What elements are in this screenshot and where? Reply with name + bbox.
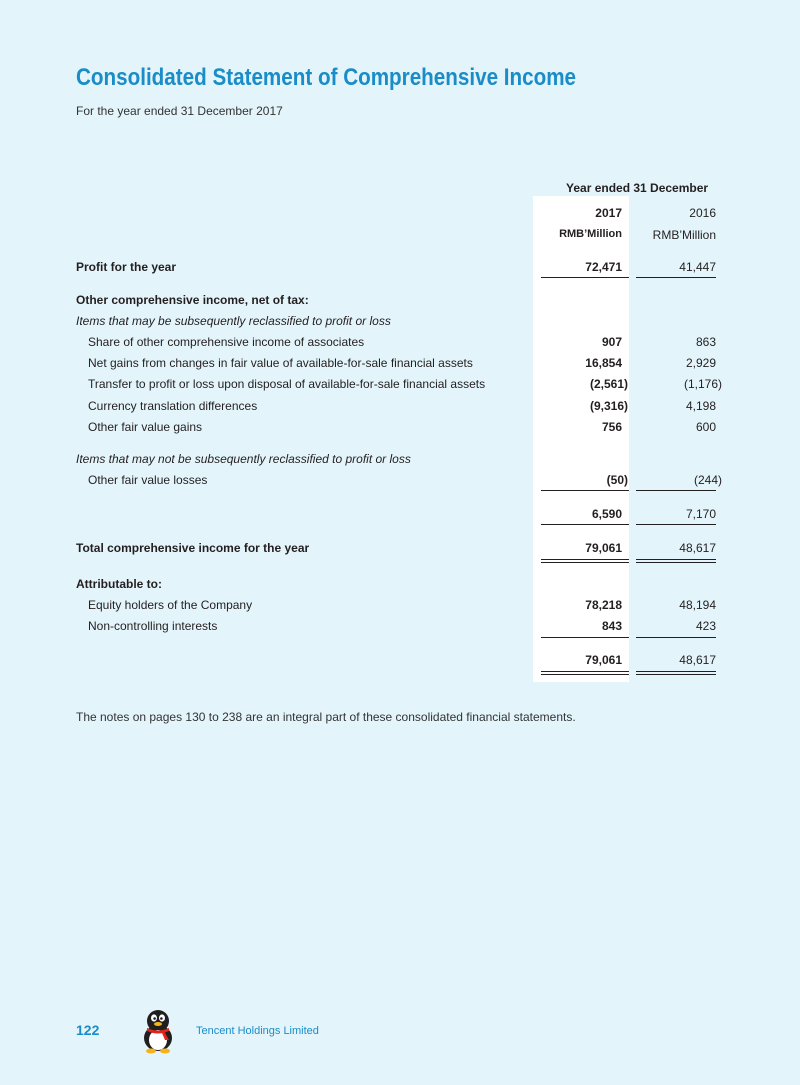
row-label-nci: Non-controlling interests — [88, 619, 218, 633]
value-2016-profit: 41,447 — [679, 260, 716, 274]
value-2016-equity-holders: 48,194 — [679, 598, 716, 612]
value-2017-associates: 907 — [601, 335, 622, 349]
rule-nci-2017 — [541, 637, 629, 638]
section-header-oci: Other comprehensive income, net of tax: — [76, 293, 309, 307]
value-2017-total: 79,061 — [585, 541, 622, 555]
rule-oci-subtotal-2016 — [636, 524, 716, 525]
rule-total-2017-a — [541, 559, 629, 560]
column-group-header: Year ended 31 December — [566, 181, 709, 195]
value-2017-equity-holders: 78,218 — [585, 598, 622, 612]
value-2017-fv-losses: (50) — [606, 473, 628, 487]
rule-oci-subtotal-2017 — [541, 524, 629, 525]
row-label-associates: Share of other comprehensive income of associates — [88, 335, 365, 349]
value-2017-profit: 72,471 — [585, 260, 622, 274]
footnote: The notes on pages 130 to 238 are an integral part of these consolidated financial statements. — [76, 710, 576, 724]
row-label-afs-gains: Net gains from changes in fair value of available-for-sale financial assets — [88, 356, 473, 370]
rule-nci-2016 — [636, 637, 716, 638]
value-2016-fv-gains: 600 — [695, 420, 716, 434]
section-header-not-reclassified: Items that may not be subsequently reclassified to profit or loss — [76, 452, 411, 466]
value-2017-fx: (9,316) — [589, 399, 628, 413]
page-subtitle: For the year ended 31 December 2017 — [76, 104, 283, 118]
rule-total-2016-b — [636, 562, 716, 563]
row-label-fv-losses: Other fair value losses — [88, 473, 208, 487]
unit-current-header: RMB’Million — [559, 228, 622, 240]
value-2016-associates: 863 — [695, 335, 716, 349]
rule-attrib-total-2016-a — [636, 671, 716, 672]
year-prior-header: 2016 — [689, 206, 716, 220]
section-header-attributable: Attributable to: — [76, 577, 162, 591]
value-2016-total: 48,617 — [679, 541, 716, 555]
rule-total-2017-b — [541, 562, 629, 563]
row-label-profit: Profit for the year — [76, 260, 177, 274]
value-2016-afs-gains: 2,929 — [685, 356, 716, 370]
row-label-fx: Currency translation differences — [88, 399, 258, 413]
value-2017-fv-gains: 756 — [601, 420, 622, 434]
rule-profit-2016 — [636, 277, 716, 278]
value-2016-fv-losses: (244) — [693, 473, 722, 487]
value-2016-fx: 4,198 — [685, 399, 716, 413]
row-label-equity-holders: Equity holders of the Company — [88, 598, 253, 612]
value-2016-afs-transfer: (1,176) — [683, 377, 722, 391]
year-current-header: 2017 — [595, 206, 622, 220]
value-2017-afs-transfer: (2,561) — [589, 377, 628, 391]
row-label-total: Total comprehensive income for the year — [76, 541, 310, 555]
company-name: Tencent Holdings Limited — [196, 1025, 319, 1037]
rule-attrib-total-2017-a — [541, 671, 629, 672]
value-2017-oci-subtotal: 6,590 — [591, 507, 622, 521]
rule-profit-2017 — [541, 277, 629, 278]
rule-total-2016-a — [636, 559, 716, 560]
rule-fv-losses-2017 — [541, 490, 629, 491]
rule-attrib-total-2017-b — [541, 674, 629, 675]
page-number: 122 — [76, 1022, 100, 1038]
value-2017-afs-gains: 16,854 — [585, 356, 622, 370]
penguin-icon — [138, 1006, 178, 1059]
value-2016-oci-subtotal: 7,170 — [685, 507, 716, 521]
rule-attrib-total-2016-b — [636, 674, 716, 675]
value-2016-attrib-total: 48,617 — [679, 653, 716, 667]
value-2017-nci: 843 — [601, 619, 622, 633]
page-title: Consolidated Statement of Comprehensive Income — [76, 64, 577, 91]
row-label-fv-gains: Other fair value gains — [88, 420, 203, 434]
value-2016-nci: 423 — [695, 619, 716, 633]
unit-prior-header: RMB’Million — [652, 228, 716, 242]
rule-fv-losses-2016 — [636, 490, 716, 491]
value-2017-attrib-total: 79,061 — [585, 653, 622, 667]
section-header-reclassified: Items that may be subsequently reclassified to profit or loss — [76, 314, 391, 328]
row-label-afs-transfer: Transfer to profit or loss upon disposal of available-for-sale financial assets — [88, 377, 486, 391]
